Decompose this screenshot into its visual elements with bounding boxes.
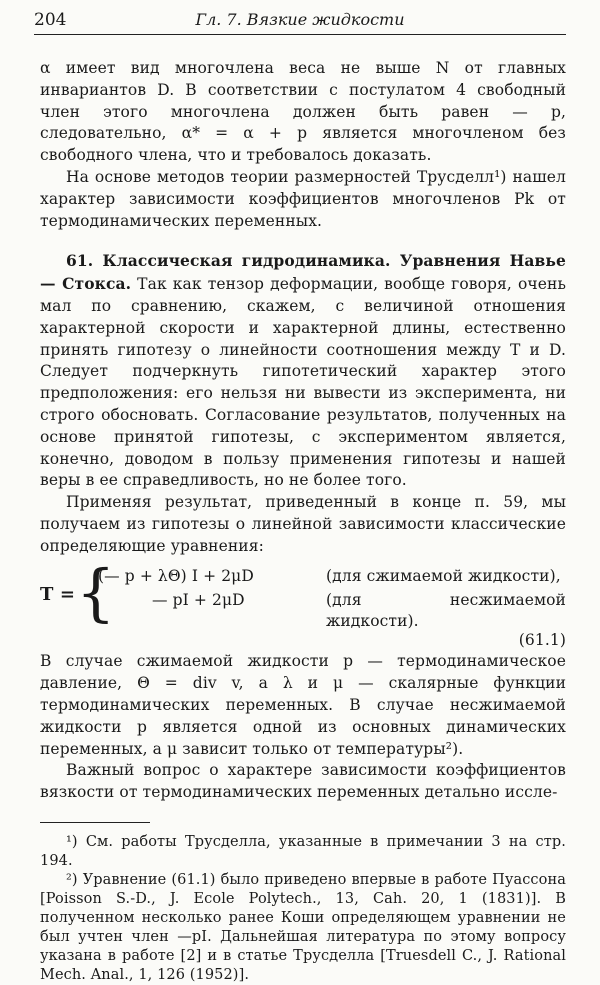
equation-lhs: T = [40, 583, 76, 605]
equation-number: (61.1) [518, 630, 566, 649]
page-body [40, 58, 566, 985]
equation-61-1 [40, 555, 566, 631]
left-brace-icon: { [76, 555, 116, 629]
paragraph-4: В случае сжимаемой жидкости p — термодинамическое давление, Θ = div v, а λ и μ — скалярные функции термодинамических переменных. В случае несжимаемой жидкости p является одной из основных динамических переменных, а μ зависит только от температуры²). [40, 652, 566, 758]
footnote-2: ²) Уравнение (61.1) было приведено впервые в работе Пуассона [Poisson S.-D., J. Ecole Polytech., 13, Cah. 20, 1 (1831)]. В полученном несколько ранее Коши определяющем уравнении не был учтен член —pI. Дальнейшая литература по этому вопросу указана в работе [2] и в статье Трусделла [Truesdell C., J. Rational Mech. Anal., 1, 126 (1952)]. [40, 871, 566, 983]
section-61 [40, 250, 566, 492]
equation-comment-incompressible: (для несжимаемой жидкости). [326, 590, 566, 631]
paragraph-1: α имеет вид многочлена веса не выше N от главных инвариантов D. В соответствии с постулатом 4 свободный член этого многочлена должен быть равен — p, следовательно, α* = α + p является многочленом без свободного члена, что и требовалось доказать. [40, 59, 566, 165]
equation-comment-compressible: (для сжимаемой жидкости), [326, 566, 561, 585]
equation-line-compressible: (— p + λΘ) I + 2μD [98, 566, 254, 585]
footnote-1: ¹) См. работы Трусделла, указанные в примечании 3 на стр. 194. [40, 833, 566, 869]
page-header [34, 10, 566, 35]
section-title: 61. Классическая гидродинамика. Уравнения Навье — Стокса. [40, 251, 566, 294]
page-number: 204 [34, 10, 67, 30]
paragraph-2: На основе методов теории размерностей Трусделл¹) нашел характер зависимости коэффициентов многочленов Pk от термодинамических переменных. [40, 167, 566, 230]
equation-line-incompressible: — pI + 2μD [152, 590, 245, 609]
running-title: Гл. 7. Вязкие жидкости [195, 10, 405, 29]
section-text: Так как тензор деформации, вообще говоря, очень мал по сравнению, скажем, с величиной отношения характерной скорости и характерной длины, естественно принять гипотезу о линейности соотношения между T и D. Следует подчеркнуть гипотетический характер этого предположения: его нельзя ни вывести из эксперимента, ни строго обосновать. Согласование результатов, полученных на основе принятой гипотезы, с экспериментом является, конечно, доводом в пользу применения гипотезы и нашей веры в ее справедливость, но не более того. [40, 275, 566, 490]
paragraph-5: Важный вопрос о характере зависимости коэффициентов вязкости от термодинамических переменных детально иссле- [40, 761, 566, 802]
footnote-divider [40, 822, 150, 823]
paragraph-3: Применяя результат, приведенный в конце п. 59, мы получаем из гипотезы о линейной зависимости классические определяющие уравнения: [40, 493, 566, 555]
